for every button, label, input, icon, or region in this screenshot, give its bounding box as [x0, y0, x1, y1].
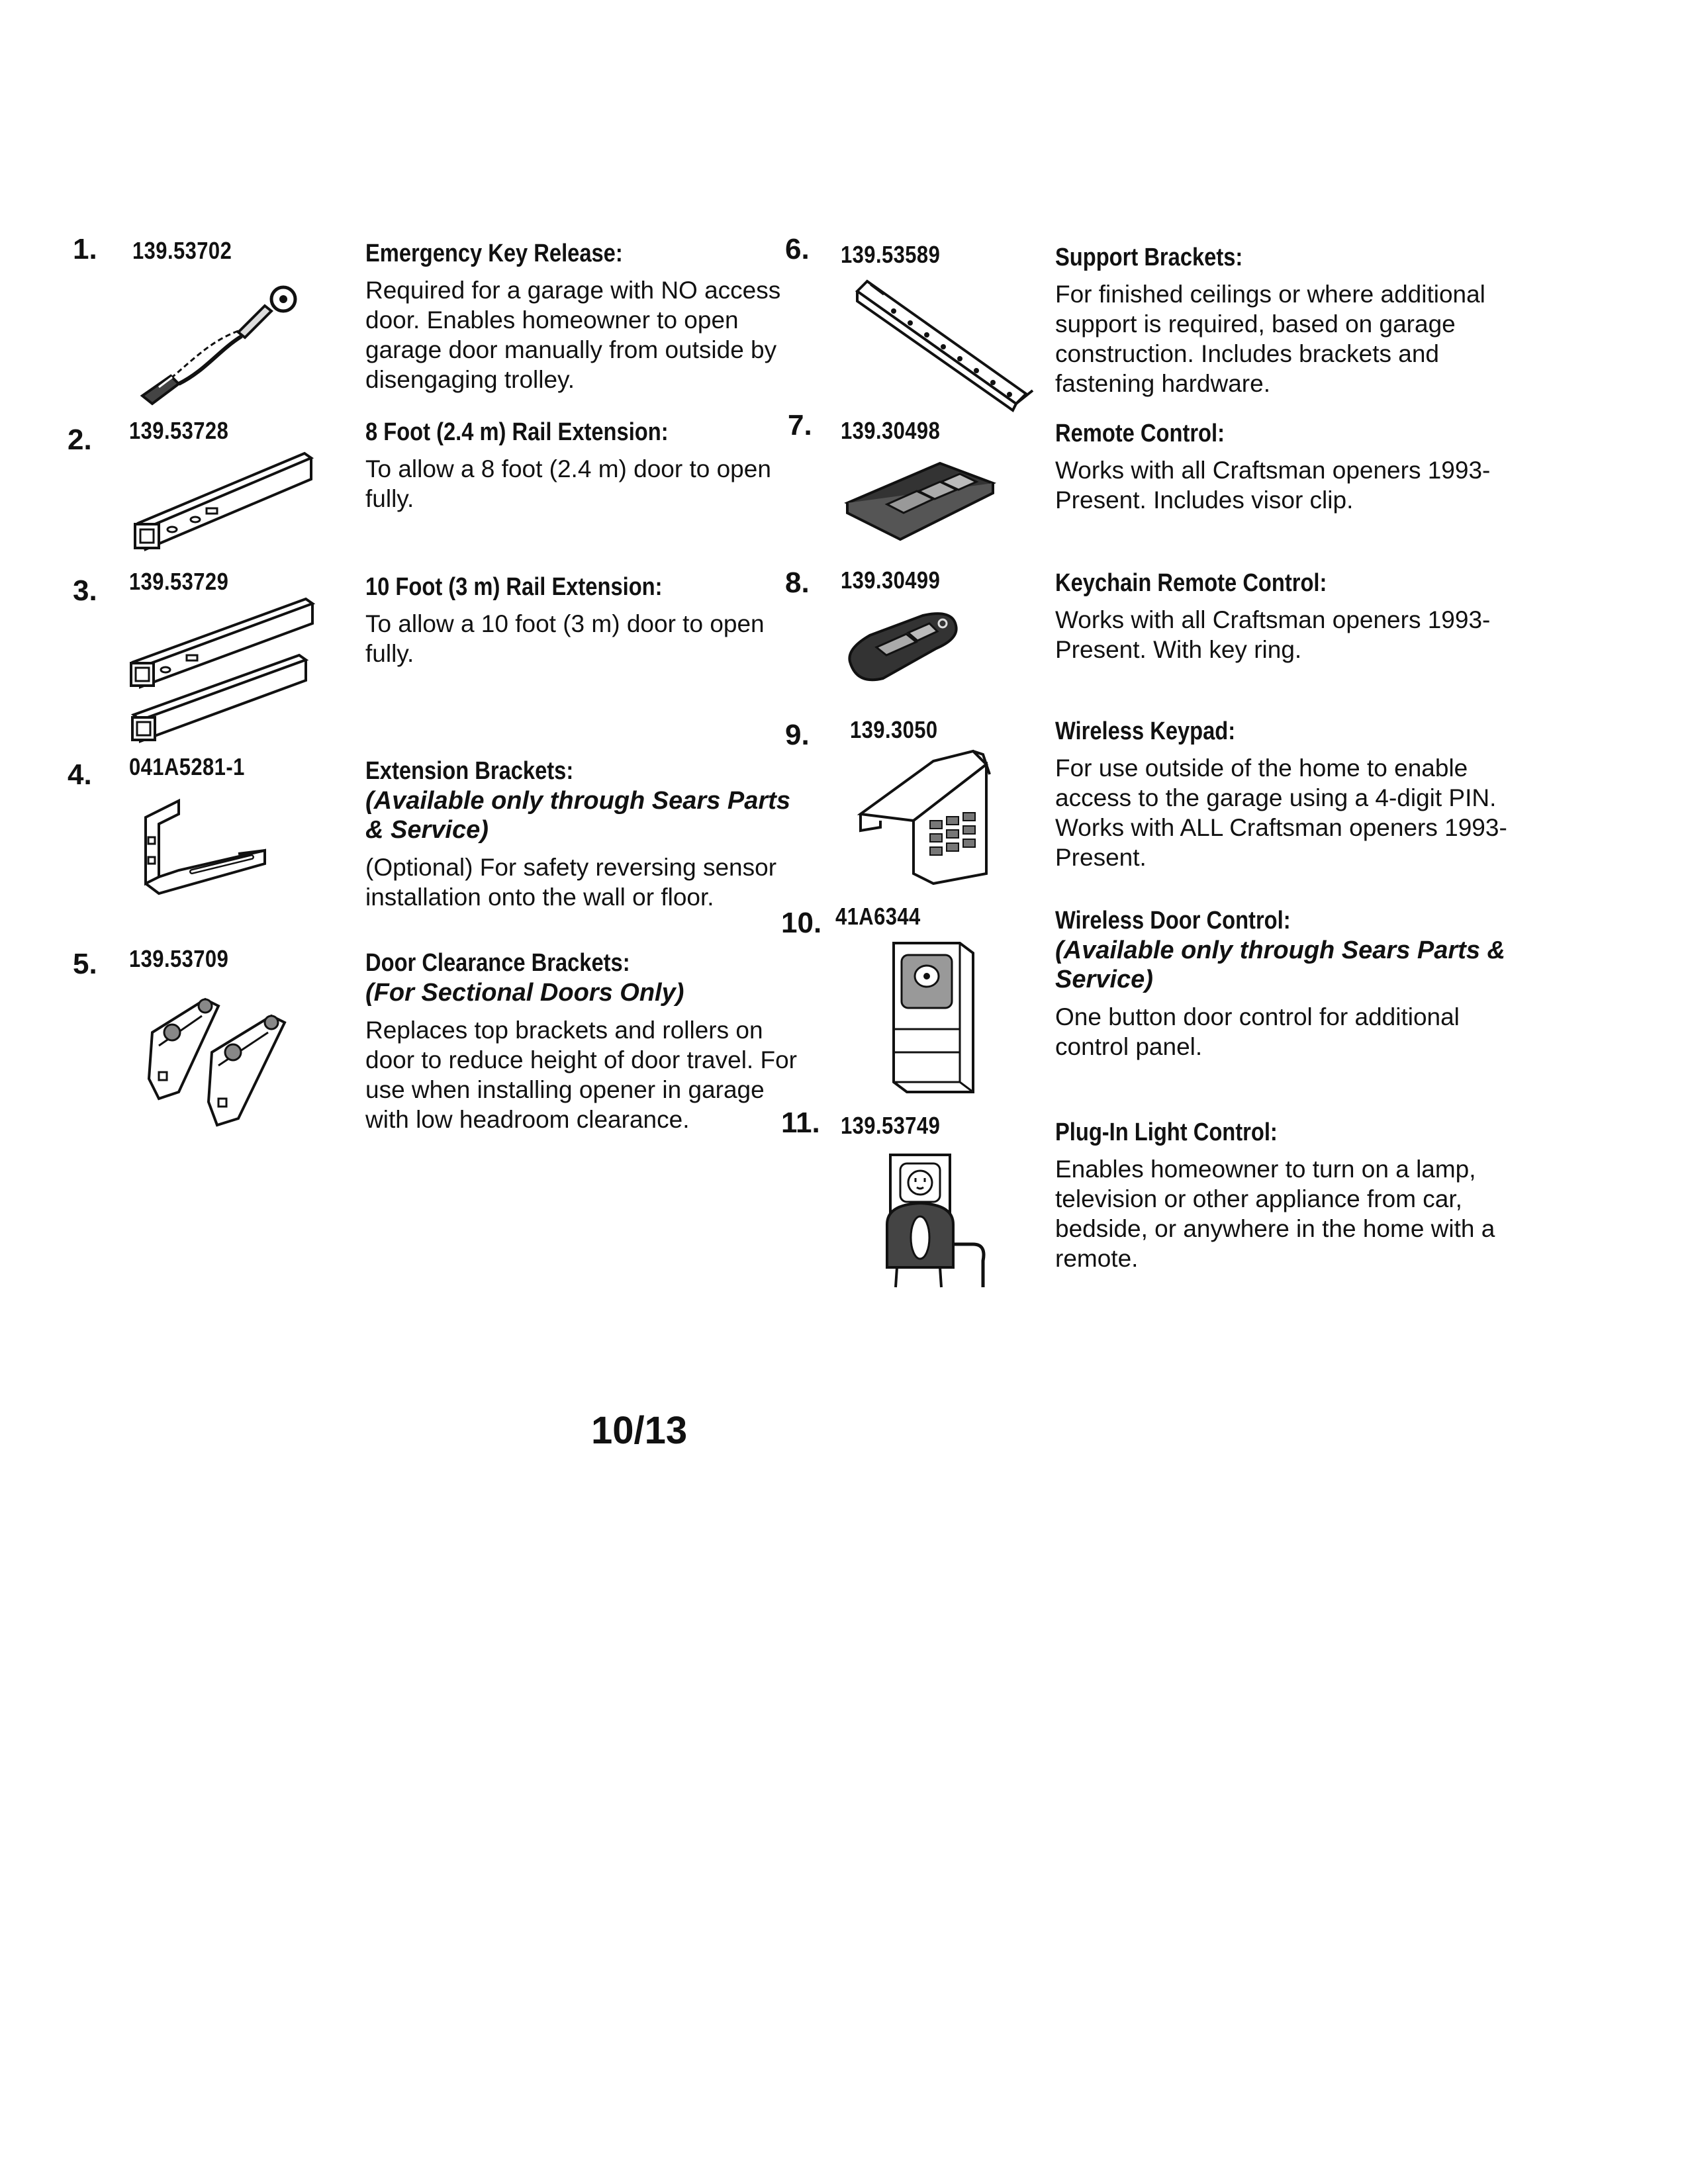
- extension-bracket-icon: [139, 797, 271, 897]
- plug-in-light-control-icon: [877, 1152, 996, 1291]
- item-6-part-number: 139.53589: [841, 241, 941, 268]
- remote-control-icon: [841, 457, 1000, 543]
- item-10-availability-note: (Available only through Sears Parts & Service): [1055, 936, 1505, 993]
- item-7-part-number: 139.30498: [841, 417, 941, 444]
- item-2-description: To allow a 8 foot (2.4 m) door to open fully.: [365, 455, 771, 512]
- keychain-remote-icon: [843, 609, 962, 688]
- item-4-availability-note: (Available only through Sears Parts & Service): [365, 787, 790, 844]
- item-5-title: Door Clearance Brackets:: [365, 949, 630, 977]
- item-2-number: 2.: [68, 424, 92, 456]
- item-4-text: [365, 756, 802, 912]
- item-6-description: For finished ceilings or where additional support is required, based on garage construction. Includes brackets and fastening hardware.: [1055, 281, 1485, 397]
- item-5-availability-note: (For Sectional Doors Only): [365, 979, 684, 1007]
- rail-extension-long-icon: [127, 596, 319, 748]
- item-1-description: Required for a garage with NO access door. Enables homeowner to open garage door manually from outside by disengaging trolley.: [365, 277, 781, 393]
- item-7-title: Remote Control:: [1055, 420, 1225, 447]
- item-11-text: [1055, 1117, 1519, 1273]
- item-8-number: 8.: [785, 567, 810, 599]
- rail-extension-icon: [132, 450, 318, 556]
- item-7-number: 7.: [788, 409, 812, 441]
- item-9-text: [1055, 716, 1519, 872]
- item-3-description: To allow a 10 foot (3 m) door to open fully.: [365, 610, 765, 667]
- item-7-description: Works with all Craftsman openers 1993-Present. Includes visor clip.: [1055, 457, 1491, 514]
- item-6-number: 6.: [785, 233, 810, 265]
- item-6-text: [1055, 242, 1519, 398]
- item-9-number: 9.: [785, 719, 810, 751]
- item-3-number: 3.: [73, 574, 97, 607]
- item-5-description: Replaces top brackets and rollers on door to reduce height of door travel. For use when installing opener in garage with low headroom clearance.: [365, 1017, 797, 1133]
- item-10-part-number: 41A6344: [835, 903, 921, 930]
- item-11-description: Enables homeowner to turn on a lamp, television or other appliance from car, bedside, or anywhere in the home with a remote.: [1055, 1156, 1495, 1272]
- item-10-description: One button door control for additional control panel.: [1055, 1003, 1460, 1060]
- item-8-title: Keychain Remote Control:: [1055, 569, 1327, 597]
- item-1-number: 1.: [73, 233, 97, 265]
- key-release-cable-icon: [132, 278, 305, 410]
- item-9-part-number: 139.3050: [850, 716, 938, 743]
- item-2-title: 8 Foot (2.4 m) Rail Extension:: [365, 418, 669, 446]
- item-4-number: 4.: [68, 758, 92, 791]
- item-2-part-number: 139.53728: [129, 417, 229, 444]
- item-4-description: (Optional) For safety reversing sensor installation onto the wall or floor.: [365, 854, 777, 911]
- item-8-text: [1055, 568, 1519, 664]
- item-10-number: 10.: [781, 907, 822, 939]
- item-11-number: 11.: [781, 1107, 820, 1139]
- page-number: 10/13: [591, 1409, 688, 1452]
- item-9-description: For use outside of the home to enable access to the garage using a 4-digit PIN. Works with ALL Craftsman openers 1993-Present.: [1055, 754, 1507, 871]
- wireless-door-control-icon: [880, 936, 980, 1095]
- item-10-title: Wireless Door Control:: [1055, 907, 1291, 934]
- item-5-part-number: 139.53709: [129, 945, 229, 972]
- wireless-keypad-icon: [854, 748, 1000, 887]
- support-bracket-icon: [854, 278, 1033, 410]
- item-4-part-number: 041A5281-1: [129, 753, 245, 780]
- item-4-title: Extension Brackets:: [365, 757, 574, 785]
- item-5-number: 5.: [73, 948, 97, 980]
- item-11-part-number: 139.53749: [841, 1112, 941, 1139]
- door-clearance-brackets-icon: [139, 979, 311, 1132]
- item-11-title: Plug-In Light Control:: [1055, 1118, 1278, 1146]
- item-5-text: [365, 948, 802, 1134]
- item-3-text: [365, 572, 802, 668]
- item-2-text: [365, 417, 802, 514]
- item-7-text: [1055, 418, 1519, 515]
- item-1-title: Emergency Key Release:: [365, 240, 623, 267]
- item-6-title: Support Brackets:: [1055, 244, 1243, 271]
- item-9-title: Wireless Keypad:: [1055, 717, 1236, 745]
- item-1-text: [365, 238, 802, 394]
- item-3-title: 10 Foot (3 m) Rail Extension:: [365, 573, 663, 601]
- item-8-part-number: 139.30499: [841, 567, 941, 594]
- item-8-description: Works with all Craftsman openers 1993-Present. With key ring.: [1055, 606, 1491, 663]
- item-1-part-number: 139.53702: [132, 237, 232, 264]
- item-3-part-number: 139.53729: [129, 568, 229, 595]
- item-10-text: [1055, 905, 1519, 1062]
